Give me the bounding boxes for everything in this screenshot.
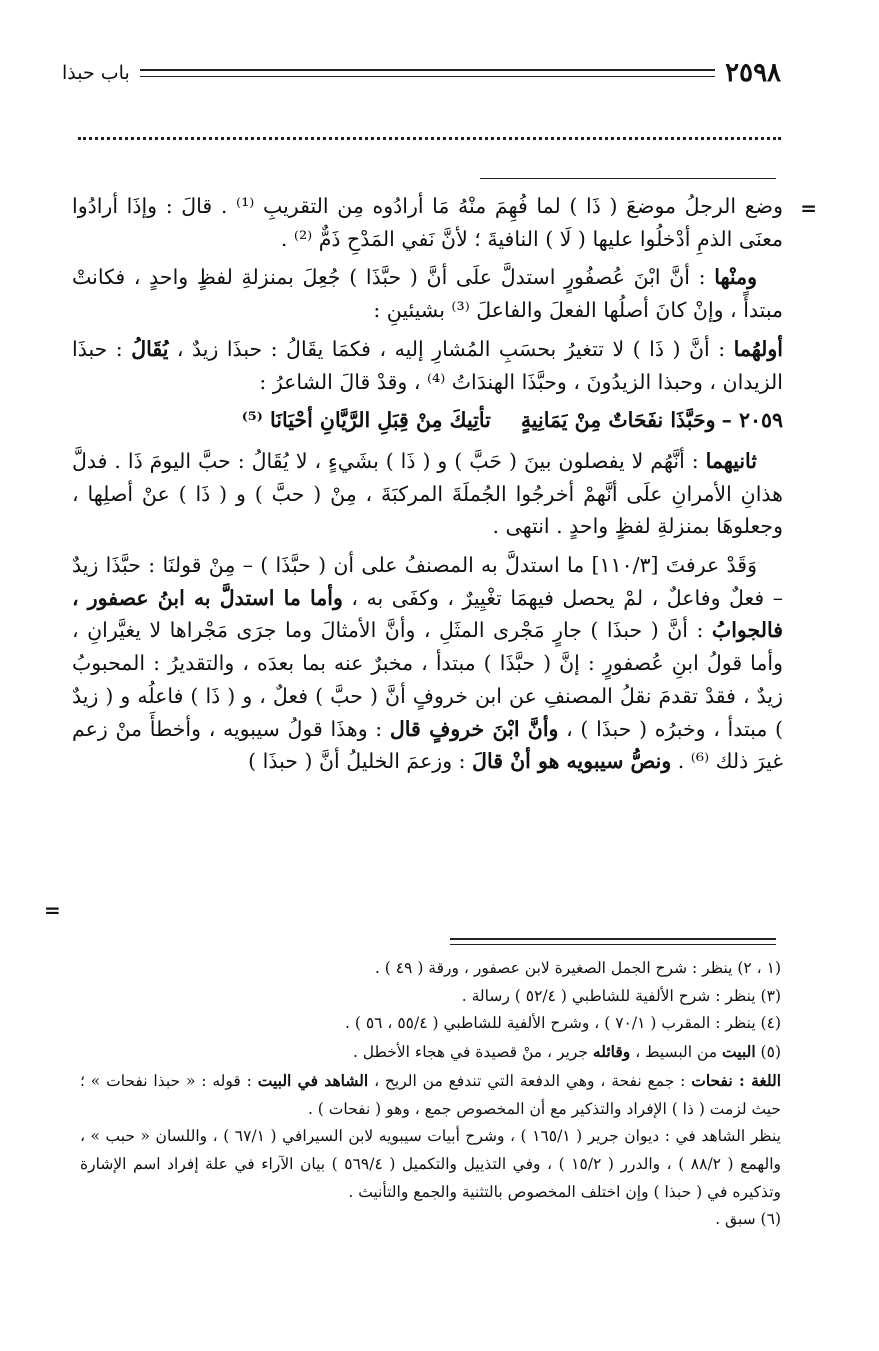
main-text — [72, 190, 783, 784]
paragraph-4-lead: ثانيهما — [705, 448, 757, 473]
verse-first-hemistich: وحَبَّذَا نفَحَاتٌ مِنْ يَمَانِيةٍ — [520, 408, 716, 433]
footnotes — [80, 955, 781, 1234]
page-header — [62, 55, 781, 91]
paragraph-3-text-b: : حبذَا الزيدان ، وحبذا الزيدُونَ ، وحبَّذَا الهندَاتُ ⁽⁴⁾ ، وقدْ قالَ الشاعرُ : — [72, 336, 783, 394]
footnote-5-sources: ينظر الشاهد في : ديوان جرير ( ١٦٥/١ ) ، وشرح أبيات سيبويه لابن السيرافي ( ٦٧/١ ) ، واللسان « حبب » ، والهمع ( ٨٨/٢ ) ، والدرر ( ١٥/٢ ) ، وفي التذييل والتكميل ( ٥٦٩/٤ ) بيان الآراء في علة إفراد اسم الإشارة وتذكيره في ( حبذا ) وإن اختلف المخصوص بالتثنية والجمع والتأنيث . — [80, 1127, 781, 1201]
footnote-language-text-a: : جمع نفحة ، وهي الدفعة التي تندفع من الريح ، — [368, 1071, 692, 1090]
footnote-5-lead: البيت — [722, 1042, 756, 1062]
footnote-6: (٦) سبق . — [715, 1210, 781, 1229]
paragraph-3-lead: أولهُما — [733, 336, 783, 361]
verse-second-hemistich: تأتِيكَ مِنْ قِبَلِ الرَّيَّانِ أحْيَانَا ⁽⁵⁾ — [241, 408, 491, 433]
paragraph-5-bold-3: ونصُّ سيبويه هو أنْ قالَ — [472, 749, 672, 774]
paragraph-2 — [72, 261, 783, 326]
paragraph-3-lead-2: يُقَالُ — [131, 336, 169, 361]
footnote-3: (٣) ينظر : شرح الألفية للشاطبي ( ٥٢/٤ ) رسالة . — [461, 986, 781, 1005]
paragraph-3-text-a: : أنَّ ( ذَا ) لا تتغيرُ بحسَبِ المُشارِ إليه ، فكمَا يقَالُ : حبذَا زيدٌ ، — [168, 336, 734, 361]
paragraph-1 — [72, 190, 783, 255]
dotted-separator — [78, 137, 781, 140]
footnote-5-lead-2: وقائله — [592, 1042, 631, 1062]
continuation-mark-bottom: = — [44, 898, 61, 922]
top-rule — [480, 178, 776, 179]
footnote-5-text-a: من البسيط ، — [630, 1043, 723, 1062]
footnote-rule — [450, 938, 776, 945]
paragraph-4-text: : أنَّهُم لا يفصلون بينَ ( حَبَّ ) و ( ذَا ) بشَيءٍ ، لا يُقَالُ : حبَّ اليومَ ذَا . فدلَّ هذانِ الأمرانِ علَى أنَّهمْ أخرجُوا الجُملَةَ المركبَةَ ، مِنْ ( حبَّ ) و ( ذَا ) عنْ أصلِها ، وجعلوهَا بمنزلةِ لفظٍ واحدٍ . انتهى . — [72, 448, 783, 539]
verse-number: ٢٠٥٩ – — [721, 408, 783, 433]
page-number: ٢٥٩٨ — [725, 58, 781, 88]
paragraph-5-text-a: وَقَدْ عرفتَ [١١٠/٣] ما استدلَّ به المصنفُ على أن ( حبَّذَا ) – مِنْ قولنَا : حبَّذَا زيدٌ – فعلٌ وفاعلٌ ، لمْ يحصل فيهمَا تغْيِيرٌ ، وكفَى به ، — [72, 553, 783, 610]
footnote-shahid-lead: الشاهد في البيت — [257, 1070, 369, 1090]
running-title: باب حبذا — [62, 62, 130, 84]
paragraph-4 — [72, 445, 783, 543]
paragraph-1-text: وضع الرجلُ موضعَ ( ذَا ) لما فُهِمَ منْهُ مَا أرادُوه مِن التقريبِ ⁽¹⁾ . قالَ : وإذَا أرادُوا معنَى الذمِ أدْخلُوا عليها ( لَا ) النافيةَ ؛ لأنَّ نَفي المَدْحِ ذَمٌّ ⁽²⁾ . — [72, 194, 783, 251]
footnote-5-text-b: جرير ، منْ قصيدة في هجاء الأخطل . — [352, 1043, 593, 1062]
poetry-verse — [72, 404, 783, 437]
footnote-language-text-b: : قوله : « حبذا نفحات » ؛ حيث لزمت ( ذا ) الإفراد والتذكير مع أن المخصوص جمع ، وهو ( نفحات ) . — [80, 1071, 781, 1118]
paragraph-5-bold-1: وأما ما استدلَّ به ابنُ عصفور ، فالجوابُ — [72, 585, 783, 643]
footnote-4: (٤) ينظر : المقرب ( ٧٠/١ ) ، وشرح الألفية للشاطبي ( ٥٥/٤ ، ٥٦ ) . — [345, 1014, 781, 1033]
footnote-5-language — [80, 1067, 781, 1123]
paragraph-3 — [72, 333, 783, 398]
paragraph-5 — [72, 549, 783, 778]
footnote-5-number: (٥) — [755, 1043, 781, 1062]
footnote-5 — [80, 1038, 781, 1067]
paragraph-2-lead: ومنْها — [714, 265, 757, 290]
paragraph-5-bold-2: وأنَّ ابْنَ خروفٍ قال — [389, 716, 559, 741]
footnote-language-lead: اللغة : نفحات — [691, 1070, 782, 1090]
paragraph-5-text-c: : أنَّ ( حبذَا ) جارٍ مَجْرى المثَلِ ، وأنَّ الأمثالَ وما جرَى مَجْراها لا يغيَّرانِ ، وأما قولُ ابنِ عُصفورٍ : إنَّ ( حبَّذَا ) مبتدأ ، مخبرٌ عنه بما بعدَه ، والتقديرُ : المحبوبُ زيدٌ ، فقدْ تقدمَ نقلُ المصنفِ عن ابن خروفٍ أنَّ ( حبَّ ) فعلٌ ، و ( ذَا ) فاعلُه و ( زيدٌ ) مبتدأ ، وخبرُه ( حبذَا ) ، — [72, 618, 783, 741]
paragraph-5-text-e: : وزعمَ الخليلُ أنَّ ( حبذَا ) — [248, 749, 473, 774]
paragraph-5-text-d: : وهذَا قولُ سيبويه ، وأخطأَ منْ زعم غيرَ ذلك ⁽⁶⁾ . — [72, 716, 783, 774]
paragraph-2-text: : أنَّ ابْنَ عُصفُورٍ استدلَّ علَى أنَّ ( حبَّذَا ) جُعِلَ بمنزلةِ لفظٍ واحدٍ ، فكانتْ مبتدأً ، وإنْ كانَ أصلُها الفعلَ والفاعلَ ⁽³⁾ بشيئينِ : — [72, 265, 783, 323]
header-rule — [140, 69, 715, 77]
footnote-1-2: (١ ، ٢) ينظر : شرح الجمل الصغيرة لابن عصفور ، ورقة ( ٤٩ ) . — [374, 959, 781, 977]
continuation-mark-top: = — [800, 196, 817, 220]
